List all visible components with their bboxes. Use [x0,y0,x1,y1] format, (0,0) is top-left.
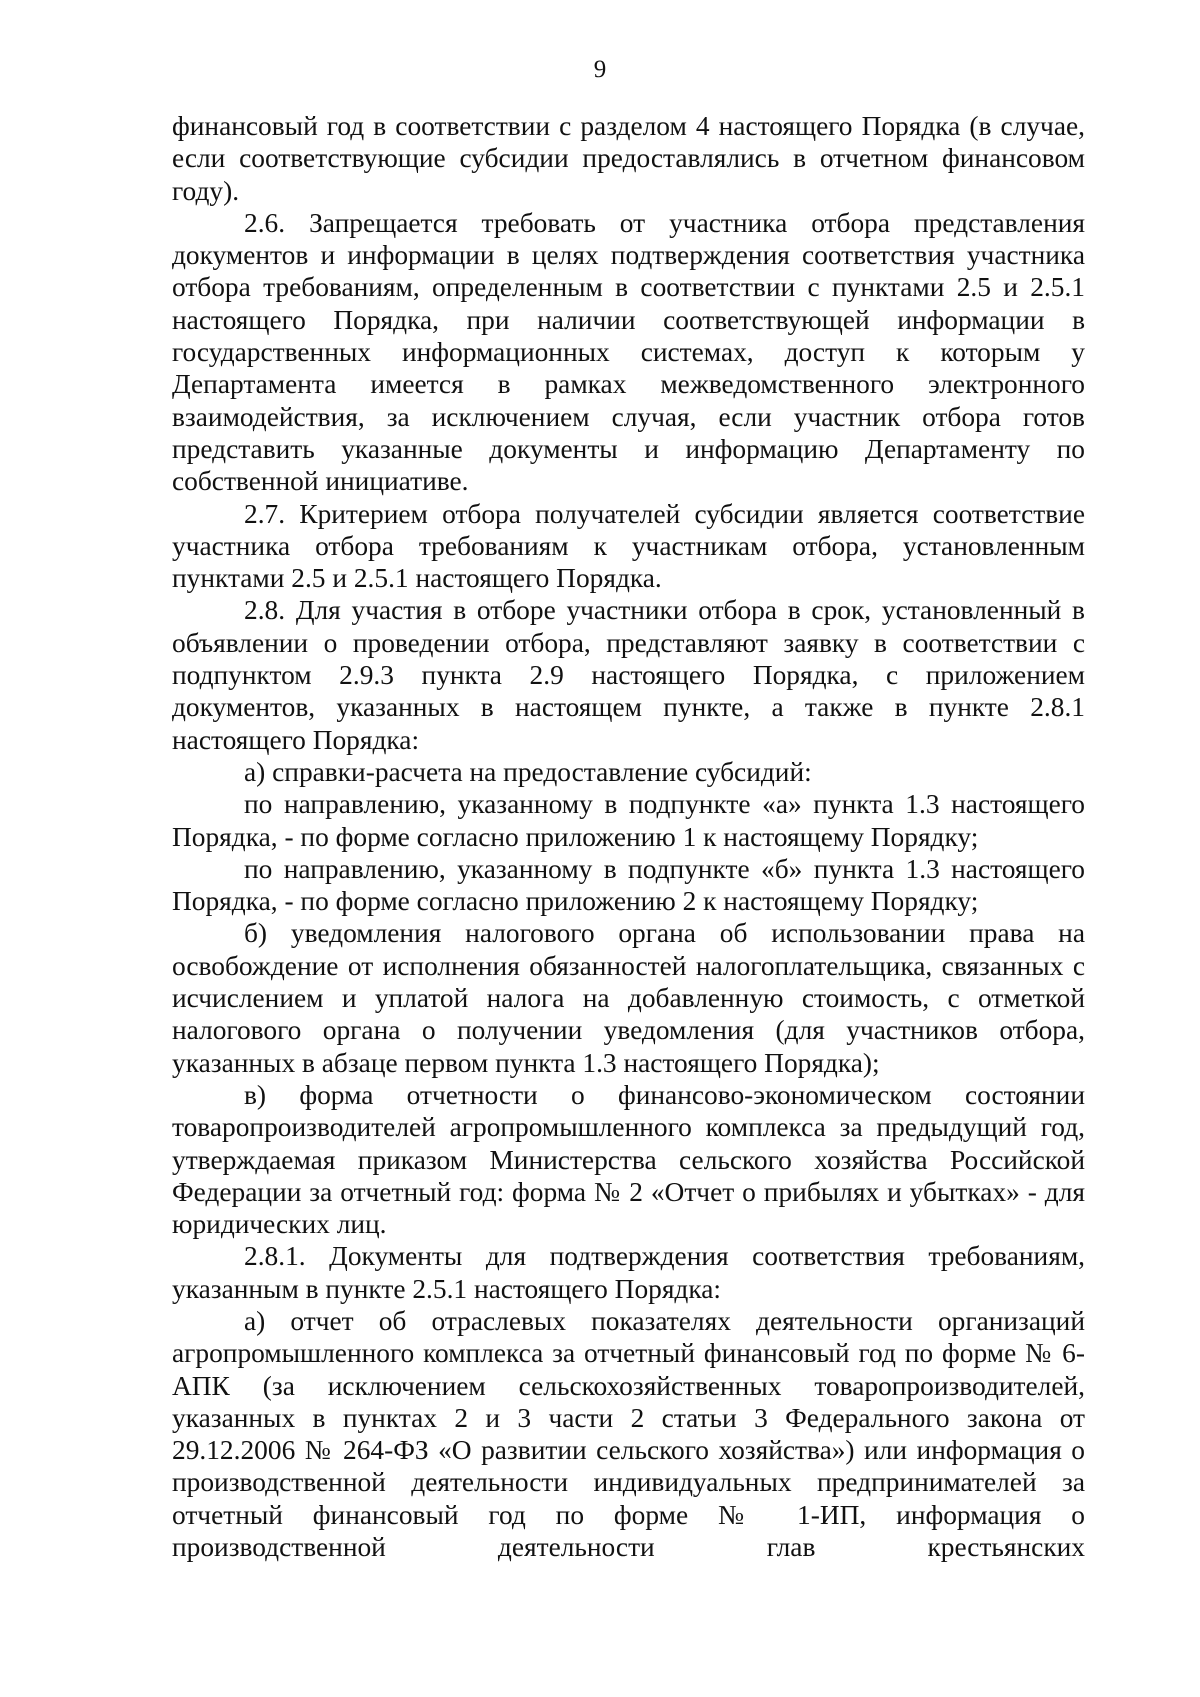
paragraph-2-8: 2.8. Для участия в отборе участники отбора в срок, установленный в объявлении о проведении отбора, представляют заявку в соответствии с подпунктом 2.9.3 пункта 2.9 настоящего Порядка, с приложением документов, указанных в настоящем пункте, а также в пункте 2.8.1 настоящего Порядка: [172,595,1085,755]
paragraph-2-6: 2.6. Запрещается требовать от участника отбора представления документов и информации в целях подтверждения соответствия участника отбора требованиям, определенным в соответствии с пунктами 2.5 и 2.5.1 настоящего Порядка, при наличии соответствующей информации в государственных информационных системах, доступ к которым у Департамента имеется в рамках межведомственного электронного взаимодействия, за исключением случая, если участник отбора готов представить указанные документы и информацию Департаменту по собственной инициативе. [172,207,1085,497]
paragraph-2-7: 2.7. Критерием отбора получателей субсидии является соответствие участника отбора требованиям к участникам отбора, установленным пунктами 2.5 и 2.5.1 настоящего Порядка. [172,498,1085,594]
paragraph-2-8-a-direction-b: по направлению, указанному в подпункте «б» пункта 1.3 настоящего Порядка, - по форме согласно приложению 2 к настоящему Порядку; [172,853,1085,917]
paragraph-2-8-v: в) форма отчетности о финансово-экономическом состоянии товаропроизводителей агропромышленного комплекса за предыдущий год, утверждаемая приказом Министерства сельского хозяйства Российской Федерации за отчетный год: форма № 2 «Отчет о прибылях и убытках» - для юридических лиц. [172,1079,1085,1240]
paragraph-continuation: финансовый год в соответствии с разделом 4 настоящего Порядка (в случае, если соответствующие субсидии предоставлялись в отчетном финансовом году). [172,111,1085,206]
page-number: 9 [593,56,607,83]
paragraph-2-8-a: а) справки-расчета на предоставление субсидий: [244,756,812,787]
document-body [172,110,1085,1563]
paragraph-2-8-1-a: а) отчет об отраслевых показателях деятельности организаций агропромышленного комплекса за отчетный финансовый год по форме № 6-АПК (за исключением сельскохозяйственных товаропроизводителей, указанных в пунктах 2 и 3 части 2 статьи 3 Федерального закона от 29.12.2006 № 264-ФЗ «О развитии сельского хозяйства») или информация о производственной деятельности индивидуальных предпринимателей за отчетный финансовый год по форме № 1-ИП, информация о производственной деятельности глав крестьянских [172,1305,1085,1563]
paragraph-2-8-1: 2.8.1. Документы для подтверждения соответствия требованиям, указанным в пункте 2.5.1 настоящего Порядка: [172,1241,1085,1304]
paragraph-2-8-b: б) уведомления налогового органа об использовании права на освобождение от исполнения обязанностей налогоплательщика, связанных с исчислением и уплатой налога на добавленную стоимость, с отметкой налогового органа о получении уведомления (для участников отбора, указанных в абзаце первом пункта 1.3 настоящего Порядка); [172,918,1085,1078]
paragraph-2-8-a-direction-a: по направлению, указанному в подпункте «а» пункта 1.3 настоящего Порядка, - по форме согласно приложению 1 к настоящему Порядку; [172,789,1085,852]
